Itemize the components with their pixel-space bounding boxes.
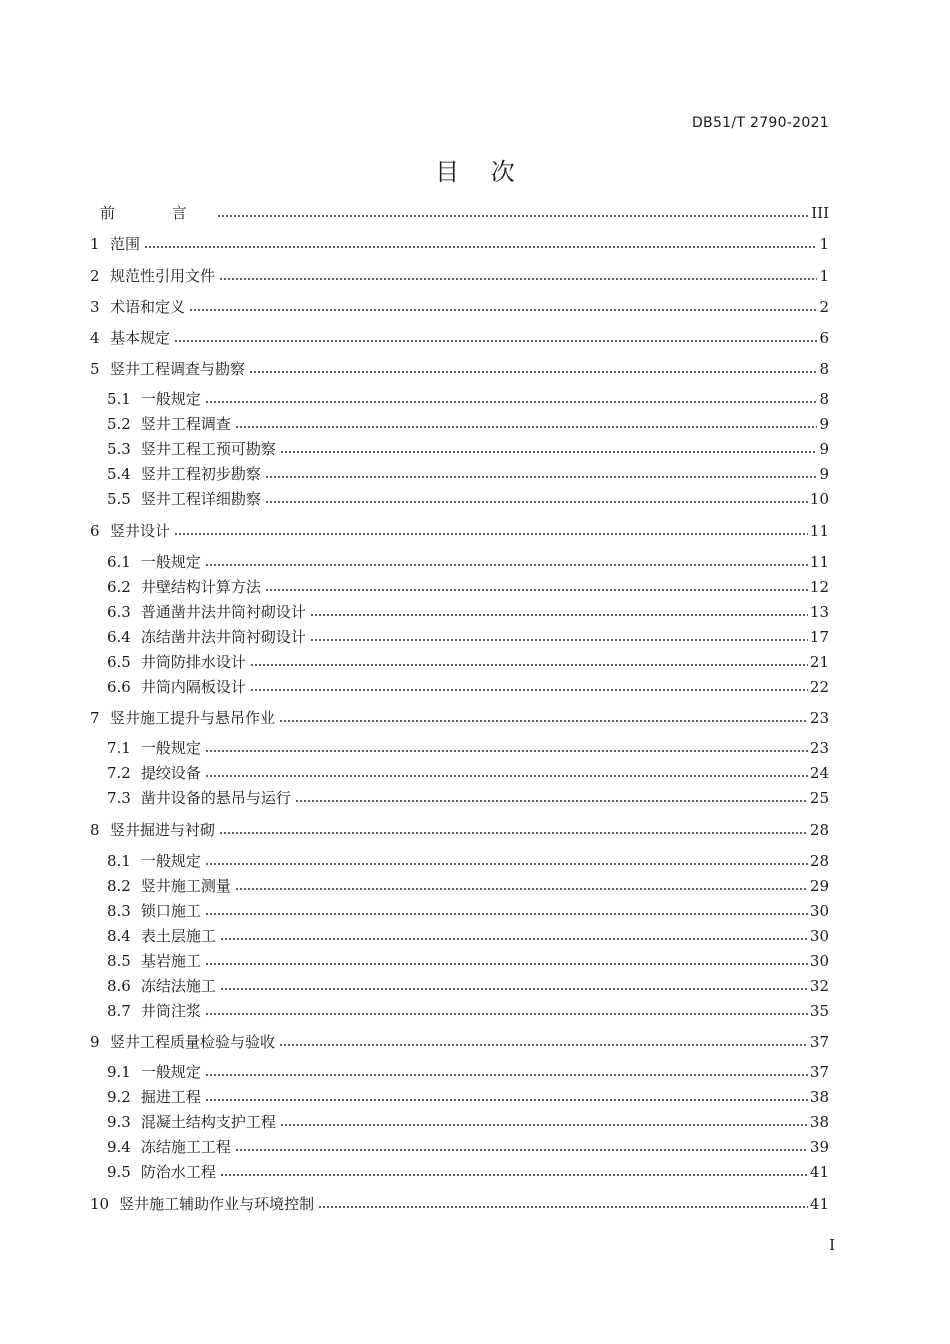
toc-entry[interactable] bbox=[107, 738, 829, 758]
toc-entry-number: 8.7 bbox=[107, 1002, 131, 1020]
toc-dot-leader bbox=[265, 588, 808, 592]
toc-dot-leader bbox=[279, 1043, 808, 1047]
toc-entry-number: 9.5 bbox=[107, 1163, 131, 1181]
toc-entry-number: 9.1 bbox=[107, 1063, 131, 1081]
toc-entry-number: 6.6 bbox=[107, 678, 131, 696]
toc-entry-number: 8.3 bbox=[107, 902, 131, 920]
toc-dot-leader bbox=[189, 308, 817, 312]
toc-dot-leader bbox=[220, 937, 808, 941]
toc-entry[interactable] bbox=[107, 788, 829, 808]
toc-dot-leader bbox=[144, 245, 817, 249]
toc-entry-page: 9 bbox=[819, 465, 829, 483]
toc-entry-label: 井筒内隔板设计 bbox=[140, 678, 246, 696]
toc-entry[interactable] bbox=[107, 677, 829, 697]
toc-entry-page: 32 bbox=[809, 977, 829, 995]
toc-entry-page: 11 bbox=[809, 553, 829, 571]
toc-entry-label: 术语和定义 bbox=[110, 298, 186, 316]
toc-entry[interactable] bbox=[107, 464, 829, 484]
toc-entry-number: 5.5 bbox=[107, 490, 131, 508]
toc-entry-page: 38 bbox=[809, 1088, 829, 1106]
toc-entry-page: 12 bbox=[809, 578, 829, 596]
toc-entry[interactable] bbox=[107, 577, 829, 597]
toc-entry-label: 竖井工程详细勘察 bbox=[140, 490, 261, 508]
toc-entry-number: 6.1 bbox=[107, 553, 131, 571]
toc-entry-number: 8.6 bbox=[107, 977, 131, 995]
toc-entry-number: 5.4 bbox=[107, 465, 131, 483]
toc-dot-leader bbox=[174, 532, 808, 536]
toc-dot-leader bbox=[265, 475, 818, 479]
toc-dot-leader bbox=[250, 663, 808, 667]
toc-entry-page: III bbox=[811, 204, 829, 222]
toc-dot-leader bbox=[205, 1098, 808, 1102]
toc-entry-page: 35 bbox=[809, 1002, 829, 1020]
toc-entry-label: 混凝土结构支护工程 bbox=[140, 1113, 276, 1131]
toc-dot-leader bbox=[235, 425, 818, 429]
toc-entry-number: 10 bbox=[90, 1195, 110, 1213]
toc-entry-label: 一般规定 bbox=[140, 1063, 201, 1081]
toc-dot-leader bbox=[220, 1173, 808, 1177]
toc-entry[interactable] bbox=[107, 1062, 829, 1082]
toc-entry-label: 前 言 bbox=[100, 204, 213, 222]
toc-title: 目 次 bbox=[435, 158, 527, 186]
toc-entry-label: 防治水工程 bbox=[140, 1163, 216, 1181]
toc-dot-leader bbox=[250, 688, 808, 692]
toc-entry-label: 锁口施工 bbox=[140, 902, 201, 920]
toc-entry[interactable] bbox=[107, 414, 829, 434]
toc-dot-leader bbox=[220, 987, 808, 991]
toc-entry-number: 6.3 bbox=[107, 603, 131, 621]
toc-entry-page: 11 bbox=[809, 522, 829, 540]
toc-entry-number: 8.1 bbox=[107, 852, 131, 870]
toc-entry-label: 竖井设计 bbox=[110, 522, 171, 540]
toc-entry-number: 5 bbox=[90, 360, 100, 378]
toc-dot-leader bbox=[249, 370, 817, 374]
toc-entry-page: 28 bbox=[809, 852, 829, 870]
toc-dot-leader bbox=[280, 1123, 808, 1127]
toc-entry-number: 9.4 bbox=[107, 1138, 131, 1156]
toc-entry-page: 39 bbox=[809, 1138, 829, 1156]
toc-entry-page: 21 bbox=[809, 653, 829, 671]
toc-entry-number: 6.4 bbox=[107, 628, 131, 646]
toc-entry-label: 规范性引用文件 bbox=[110, 267, 216, 285]
toc-dot-leader bbox=[235, 1148, 808, 1152]
toc-entry-label: 竖井施工辅助作业与环境控制 bbox=[119, 1195, 315, 1213]
toc-entry-label: 竖井掘进与衬砌 bbox=[110, 821, 216, 839]
toc-dot-leader bbox=[265, 500, 808, 504]
toc-entry[interactable] bbox=[90, 234, 829, 254]
toc-entry-label: 一般规定 bbox=[140, 852, 201, 870]
toc-dot-leader bbox=[205, 400, 818, 404]
toc-entry-number: 6 bbox=[90, 522, 100, 540]
toc-dot-leader bbox=[219, 831, 808, 835]
toc-dot-leader bbox=[235, 887, 808, 891]
toc-entry-page: 24 bbox=[809, 764, 829, 782]
toc-entry-page: 23 bbox=[809, 709, 829, 727]
toc-dot-leader bbox=[205, 749, 808, 753]
toc-dot-leader bbox=[280, 450, 818, 454]
toc-entry-number: 5.2 bbox=[107, 415, 131, 433]
toc-entry-label: 提绞设备 bbox=[140, 764, 201, 782]
toc-entry[interactable] bbox=[90, 708, 829, 728]
toc-dot-leader bbox=[318, 1205, 808, 1209]
toc-entry-page: 28 bbox=[809, 821, 829, 839]
toc-entry-label: 冻结法施工 bbox=[140, 977, 216, 995]
toc-entry-number: 9.3 bbox=[107, 1113, 131, 1131]
toc-entry[interactable] bbox=[107, 1112, 829, 1132]
toc-entry[interactable] bbox=[107, 976, 829, 996]
toc-entry-label: 竖井工程工预可勘察 bbox=[140, 440, 276, 458]
toc-entry[interactable] bbox=[107, 926, 829, 946]
toc-entry-number: 7.2 bbox=[107, 764, 131, 782]
toc-dot-leader bbox=[310, 638, 808, 642]
toc-entry[interactable] bbox=[107, 627, 829, 647]
toc-entry-page: 9 bbox=[819, 415, 829, 433]
toc-entry[interactable] bbox=[90, 297, 829, 317]
toc-entry-label: 竖井施工提升与悬吊作业 bbox=[110, 709, 276, 727]
toc-entry[interactable] bbox=[107, 1087, 829, 1107]
toc-entry-number: 5.1 bbox=[107, 390, 131, 408]
toc-entry-page: 37 bbox=[809, 1063, 829, 1081]
toc-entry-label: 竖井工程调查 bbox=[140, 415, 231, 433]
toc-entry-label: 井筒防排水设计 bbox=[140, 653, 246, 671]
toc-entry[interactable] bbox=[107, 763, 829, 783]
toc-entry-number: 8 bbox=[90, 821, 100, 839]
toc-entry-page: 8 bbox=[819, 390, 829, 408]
toc-dot-leader bbox=[174, 339, 817, 343]
toc-entry-label: 掘进工程 bbox=[140, 1088, 201, 1106]
toc-entry-page: 41 bbox=[809, 1195, 829, 1213]
toc-dot-leader bbox=[205, 862, 808, 866]
toc-entry-label: 竖井工程初步勘察 bbox=[140, 465, 261, 483]
toc-entry-label: 基岩施工 bbox=[140, 952, 201, 970]
toc-dot-leader bbox=[205, 1012, 808, 1016]
toc-entry-page: 8 bbox=[819, 360, 829, 378]
toc-entry-label: 竖井工程调查与勘察 bbox=[110, 360, 246, 378]
toc-entry[interactable] bbox=[90, 359, 829, 379]
toc-entry-label: 凿井设备的悬吊与运行 bbox=[140, 789, 291, 807]
toc-entry-label: 基本规定 bbox=[110, 329, 171, 347]
toc-entry[interactable] bbox=[90, 820, 829, 840]
toc-entry[interactable] bbox=[107, 1137, 829, 1157]
toc-entry-number: 6.5 bbox=[107, 653, 131, 671]
toc-entry-page: 1 bbox=[819, 235, 829, 253]
document-code: DB51/T 2790-2021 bbox=[691, 115, 829, 131]
toc-entry-number: 7 bbox=[90, 709, 100, 727]
toc-dot-leader bbox=[219, 277, 817, 281]
toc-entry[interactable] bbox=[107, 439, 829, 459]
toc-entry-label: 一般规定 bbox=[140, 739, 201, 757]
toc-entry-page: 25 bbox=[809, 789, 829, 807]
toc-entry-page: 38 bbox=[809, 1113, 829, 1131]
toc-entry-label: 井壁结构计算方法 bbox=[140, 578, 261, 596]
toc-entry-label: 一般规定 bbox=[140, 553, 201, 571]
toc-entry-label: 冻结凿井法井筒衬砌设计 bbox=[140, 628, 306, 646]
toc-entry-page: 23 bbox=[809, 739, 829, 757]
toc-entry[interactable] bbox=[90, 266, 829, 286]
toc-dot-leader bbox=[205, 774, 808, 778]
toc-entry[interactable] bbox=[107, 489, 829, 509]
toc-entry-number: 8.2 bbox=[107, 877, 131, 895]
toc-dot-leader bbox=[279, 719, 808, 723]
toc-entry-page: 30 bbox=[809, 927, 829, 945]
toc-entry-page: 9 bbox=[819, 440, 829, 458]
toc-entry-page: 13 bbox=[809, 603, 829, 621]
toc-entry-number: 3 bbox=[90, 298, 100, 316]
toc-entry-number: 1 bbox=[90, 235, 100, 253]
toc-entry[interactable] bbox=[107, 876, 829, 896]
toc-entry[interactable] bbox=[107, 552, 829, 572]
toc-entry-page: 29 bbox=[809, 877, 829, 895]
toc-entry-page: 22 bbox=[809, 678, 829, 696]
toc-entry-page: 41 bbox=[809, 1163, 829, 1181]
toc-dot-leader bbox=[205, 912, 808, 916]
toc-entry-page: 37 bbox=[809, 1033, 829, 1051]
toc-entry[interactable] bbox=[107, 1162, 829, 1182]
toc-entry-number: 8.5 bbox=[107, 952, 131, 970]
toc-entry[interactable] bbox=[107, 1001, 829, 1021]
toc-entry-label: 表土层施工 bbox=[140, 927, 216, 945]
toc-dot-leader bbox=[205, 563, 808, 567]
toc-entry-page: 17 bbox=[809, 628, 829, 646]
toc-entry[interactable] bbox=[107, 389, 829, 409]
toc-entry-number: 9 bbox=[90, 1033, 100, 1051]
page-number: I bbox=[829, 1236, 835, 1254]
toc-entry-page: 30 bbox=[809, 902, 829, 920]
toc-entry-label: 范围 bbox=[110, 235, 141, 253]
toc-entry-label: 普通凿井法井筒衬砌设计 bbox=[140, 603, 306, 621]
toc-entry-label: 一般规定 bbox=[140, 390, 201, 408]
toc-dot-leader bbox=[310, 613, 808, 617]
toc-entry-page: 10 bbox=[809, 490, 829, 508]
toc-entry-number: 5.3 bbox=[107, 440, 131, 458]
toc-entry[interactable] bbox=[90, 328, 829, 348]
toc-entry-page: 2 bbox=[819, 298, 829, 316]
toc-entry-label: 竖井施工测量 bbox=[140, 877, 231, 895]
toc-entry-page: 30 bbox=[809, 952, 829, 970]
toc-dot-leader bbox=[217, 214, 809, 218]
toc-entry[interactable] bbox=[90, 521, 829, 541]
toc-entry-number: 4 bbox=[90, 329, 100, 347]
toc-entry-number: 8.4 bbox=[107, 927, 131, 945]
toc-dot-leader bbox=[205, 962, 808, 966]
toc-entry[interactable] bbox=[107, 901, 829, 921]
toc-entry-number: 9.2 bbox=[107, 1088, 131, 1106]
toc-entry-label: 竖井工程质量检验与验收 bbox=[110, 1033, 276, 1051]
toc-entry-page: 6 bbox=[819, 329, 829, 347]
toc-entry[interactable] bbox=[107, 851, 829, 871]
toc-entry[interactable] bbox=[90, 1032, 829, 1052]
toc-entry-number: 7.3 bbox=[107, 789, 131, 807]
toc-entry[interactable] bbox=[107, 951, 829, 971]
toc-dot-leader bbox=[295, 799, 808, 803]
toc-entry-number: 7.1 bbox=[107, 739, 131, 757]
toc-entry[interactable] bbox=[90, 203, 829, 223]
toc-entry-label: 冻结施工工程 bbox=[140, 1138, 231, 1156]
toc-dot-leader bbox=[205, 1073, 808, 1077]
toc-entry-number: 2 bbox=[90, 267, 100, 285]
toc-entry-page: 1 bbox=[819, 267, 829, 285]
toc-entry-number: 6.2 bbox=[107, 578, 131, 596]
toc-entry[interactable] bbox=[90, 1194, 829, 1214]
toc-entry-label: 井筒注浆 bbox=[140, 1002, 201, 1020]
toc-entry[interactable] bbox=[107, 602, 829, 622]
toc-entry[interactable] bbox=[107, 652, 829, 672]
